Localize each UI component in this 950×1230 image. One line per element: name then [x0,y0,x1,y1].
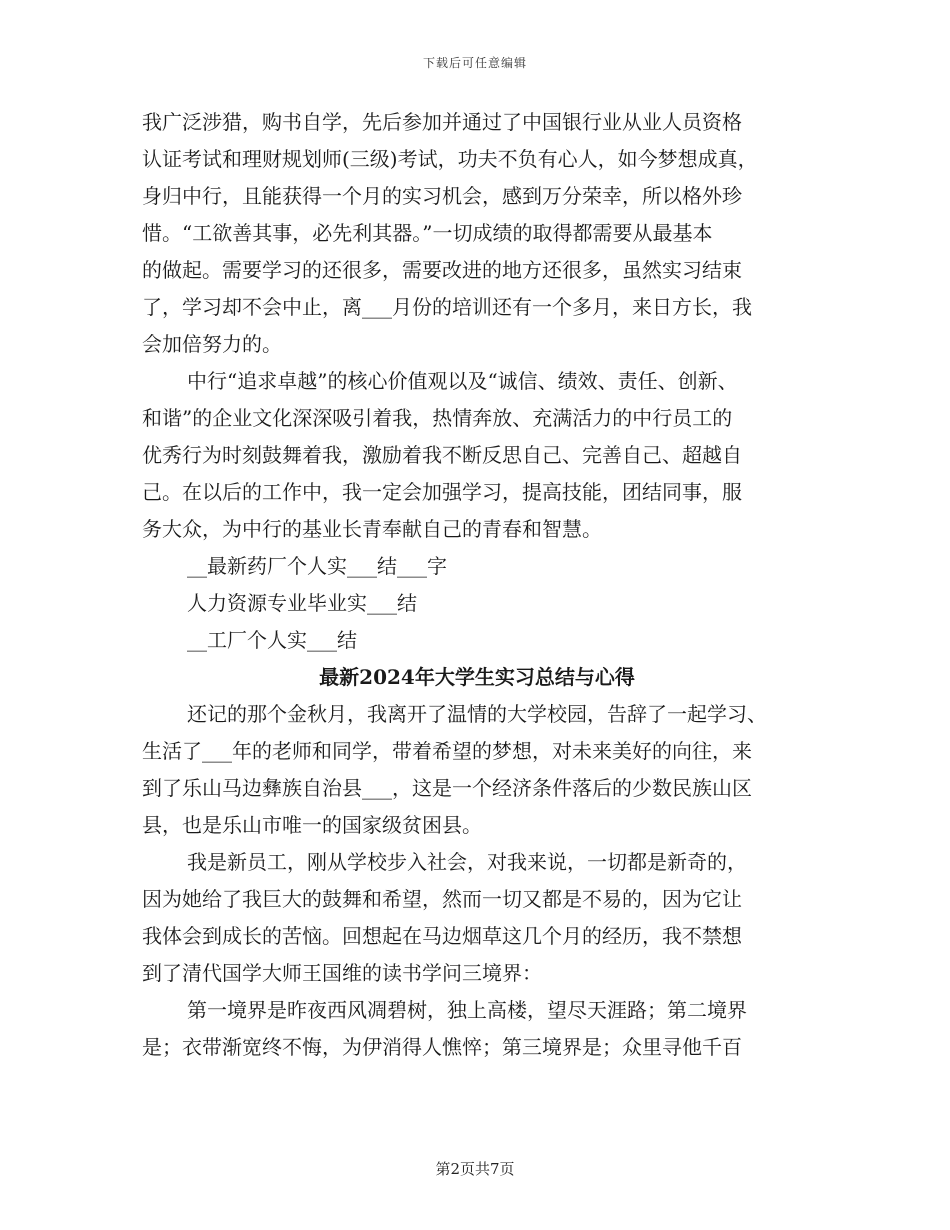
text-line: 中行“追求卓越”的核心价值观以及“诚信、绩效、责任、创新、 [187,369,738,393]
text-line: 第一境界是昨夜西风凋碧树，独上高楼，望尽天涯路；第二境界 [187,998,747,1022]
text-line: 我体会到成长的苦恼。回想起在马边烟草这几个月的经历，我不禁想 [142,924,742,948]
text-line: __最新药厂个人实___结___字 [187,554,447,578]
text-line: 的做起。需要学习的还很多，需要改进的地方还很多，虽然实习结束 [142,258,742,282]
text-line: 是；衣带渐宽终不悔，为伊消得人憔悴；第三境界是；众里寻他千百 [142,1035,742,1059]
text-line: 到了乐山马边彝族自治县___，这是一个经济条件落后的少数民族山区 [142,776,752,800]
page-footer: 第2页共7页 [435,1160,515,1178]
text-line: 认证考试和理财规划师(三级)考试，功夫不负有心人，如今梦想成真， [142,147,758,171]
section-title: 最新2024年大学生实习总结与心得 [319,665,635,689]
text-line: 我广泛涉猎，购书自学，先后参加并通过了中国银行业从业人员资格 [142,110,742,134]
text-line: 到了清代国学大师王国维的读书学问三境界： [142,961,542,985]
text-line: 生活了___年的老师和同学，带着希望的梦想，对未来美好的向往，来 [142,739,752,763]
document-body [142,104,812,1066]
text-line: 己。在以后的工作中，我一定会加强学习，提高技能，团结同事，服 [142,480,742,504]
text-line: 县，也是乐山市唯一的国家级贫困县。 [142,813,482,837]
text-line: 人力资源专业毕业实___结 [187,591,417,615]
text-line: 身归中行，且能获得一个月的实习机会，感到万分荣幸，所以格外珍 [142,184,742,208]
text-line: 我是新员工，刚从学校步入社会，对我来说，一切都是新奇的， [187,850,747,874]
text-line: 务大众，为中行的基业长青奉献自己的青春和智慧。 [142,517,602,541]
text-line: 优秀行为时刻鼓舞着我，激励着我不断反思自己、完善自己、超越自 [142,443,742,467]
page-header: 下载后可任意编辑 [422,56,527,70]
text-line: 惜。“工欲善其事，必先利其器。”一切成绩的取得都需要从最基本 [142,221,713,245]
text-line: 因为她给了我巨大的鼓舞和希望，然而一切又都是不易的，因为它让 [142,887,742,911]
text-line: 了，学习却不会中止，离___月份的培训还有一个多月，来日方长，我 [142,295,752,319]
text-line: __工厂个人实___结 [187,628,357,652]
text-line: 和谐”的企业文化深深吸引着我，热情奔放、充满活力的中行员工的 [142,406,733,430]
text-line: 会加倍努力的。 [142,332,282,356]
text-line: 还记的那个金秋月，我离开了温情的大学校园，告辞了一起学习、 [187,702,767,726]
